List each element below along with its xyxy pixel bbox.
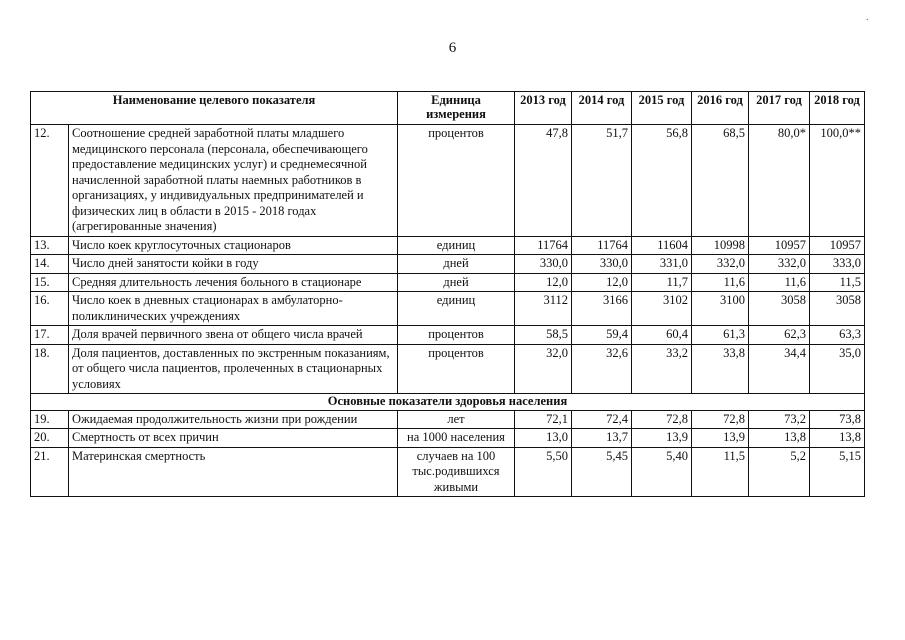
table-row [31,255,865,274]
table-header-row [31,92,865,125]
indicator-name: Смертность от всех причин [69,429,398,448]
year-value: 63,3 [810,326,865,345]
table-row [31,410,865,429]
row-number: 15. [31,273,69,292]
year-value: 56,8 [632,125,692,237]
year-value: 11,5 [810,273,865,292]
row-number: 13. [31,236,69,255]
unit-of-measure: процентов [398,344,515,394]
table-row [31,344,865,394]
table-row [31,326,865,345]
table-section [31,394,865,411]
section-row [31,394,865,411]
unit-of-measure: случаев на 100 тыс.родившихся живыми [398,447,515,497]
indicator-name: Доля пациентов, доставленных по экстренным показаниям, от общего числа пациентов, пролеченных в стационарных условиях [69,344,398,394]
row-number: 14. [31,255,69,274]
year-value: 12,0 [572,273,632,292]
year-value: 34,4 [749,344,810,394]
year-value: 68,5 [692,125,749,237]
year-value: 332,0 [749,255,810,274]
section-title: Основные показатели здоровья населения [31,394,865,411]
year-value: 3100 [692,292,749,326]
year-value: 11,6 [692,273,749,292]
year-value: 3058 [749,292,810,326]
header-unit: Единица измерения [398,92,515,125]
year-value: 32,6 [572,344,632,394]
row-number: 16. [31,292,69,326]
year-value: 72,4 [572,410,632,429]
year-value: 10957 [749,236,810,255]
year-value: 332,0 [692,255,749,274]
year-value: 3112 [515,292,572,326]
page-number: 6 [448,40,457,56]
header-name: Наименование целевого показателя [31,92,398,125]
year-value: 333,0 [810,255,865,274]
year-value: 13,9 [632,429,692,448]
year-value: 5,2 [749,447,810,497]
row-number: 17. [31,326,69,345]
unit-of-measure: на 1000 населения [398,429,515,448]
unit-of-measure: дней [398,273,515,292]
year-value: 5,40 [632,447,692,497]
row-number: 19. [31,410,69,429]
year-value: 58,5 [515,326,572,345]
year-value: 13,8 [749,429,810,448]
year-value: 33,8 [692,344,749,394]
year-value: 72,8 [692,410,749,429]
year-value: 51,7 [572,125,632,237]
year-value: 59,4 [572,326,632,345]
year-value: 73,8 [810,410,865,429]
header-year: 2017 год [749,92,810,125]
indicator-name: Ожидаемая продолжительность жизни при рождении [69,410,398,429]
year-value: 11604 [632,236,692,255]
year-value: 3058 [810,292,865,326]
unit-of-measure: процентов [398,326,515,345]
year-value: 13,0 [515,429,572,448]
year-value: 61,3 [692,326,749,345]
year-value: 12,0 [515,273,572,292]
year-value: 330,0 [572,255,632,274]
indicators-table [30,91,865,497]
indicator-name: Число коек круглосуточных стационаров [69,236,398,255]
table-row [31,236,865,255]
table-row [31,292,865,326]
scan-mark: ' [326,0,328,7]
indicator-name: Число дней занятости койки в году [69,255,398,274]
header-year: 2016 год [692,92,749,125]
year-value: 72,1 [515,410,572,429]
header-year: 2013 год [515,92,572,125]
year-value: 33,2 [632,344,692,394]
year-value: 62,3 [749,326,810,345]
year-value: 3166 [572,292,632,326]
year-value: 11,6 [749,273,810,292]
year-value: 3102 [632,292,692,326]
table-row [31,273,865,292]
table-row [31,125,865,237]
unit-of-measure: лет [398,410,515,429]
header-year: 2015 год [632,92,692,125]
table-body-block2 [31,410,865,497]
year-value: 10957 [810,236,865,255]
year-value: 80,0* [749,125,810,237]
header-year: 2014 год [572,92,632,125]
row-number: 20. [31,429,69,448]
unit-of-measure: дней [398,255,515,274]
unit-of-measure: процентов [398,125,515,237]
indicator-name: Соотношение средней заработной платы младшего медицинского персонала (персонала, обеспечивающего предоставление медицинских услуг) и среднемесячной начисленной заработной платы наемных работников в организациях, у индивидуальных предпринимателей и физических лиц в области в 2015 - 2018 годах (агрегированные значения) [69,125,398,237]
unit-of-measure: единиц [398,236,515,255]
table-row [31,429,865,448]
year-value: 11764 [515,236,572,255]
row-number: 18. [31,344,69,394]
indicator-name: Доля врачей первичного звена от общего числа врачей [69,326,398,345]
header-year: 2018 год [810,92,865,125]
year-value: 5,50 [515,447,572,497]
year-value: 11,7 [632,273,692,292]
year-value: 331,0 [632,255,692,274]
year-value: 11,5 [692,447,749,497]
unit-of-measure: единиц [398,292,515,326]
year-value: 13,7 [572,429,632,448]
year-value: 13,8 [810,429,865,448]
year-value: 73,2 [749,410,810,429]
year-value: 35,0 [810,344,865,394]
year-value: 5,45 [572,447,632,497]
year-value: 330,0 [515,255,572,274]
year-value: 32,0 [515,344,572,394]
year-value: 72,8 [632,410,692,429]
year-value: 11764 [572,236,632,255]
indicator-name: Число коек в дневных стационарах в амбулаторно-поликлинических учреждениях [69,292,398,326]
row-number: 21. [31,447,69,497]
year-value: 100,0** [810,125,865,237]
year-value: 60,4 [632,326,692,345]
scan-mark: . [866,12,869,23]
indicator-name: Материнская смертность [69,447,398,497]
year-value: 13,9 [692,429,749,448]
row-number: 12. [31,125,69,237]
year-value: 47,8 [515,125,572,237]
table-body-block1 [31,125,865,394]
table-row [31,447,865,497]
indicator-name: Средняя длительность лечения больного в стационаре [69,273,398,292]
year-value: 10998 [692,236,749,255]
year-value: 5,15 [810,447,865,497]
